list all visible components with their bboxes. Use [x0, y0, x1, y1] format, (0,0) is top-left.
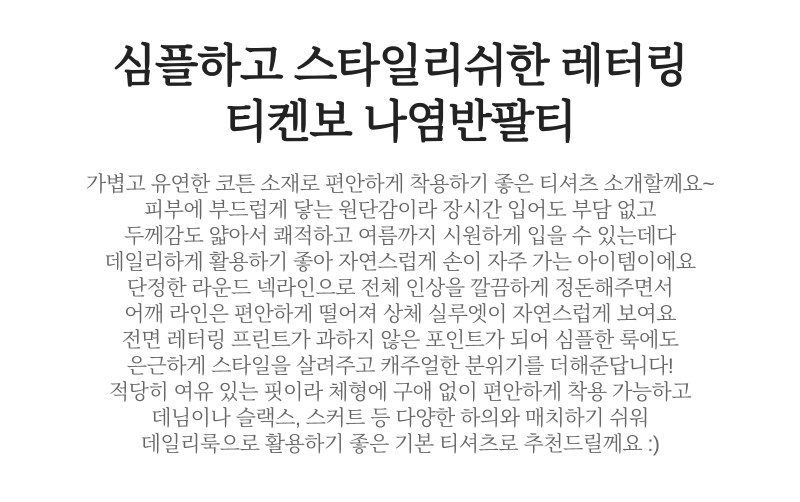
description-line-11: 데일리룩으로 활용하기 좋은 기본 티셔츠로 추천드릴께요 :) — [140, 433, 660, 456]
description-line-5: 단정한 라운드 넥라인으로 전체 인상을 깔끔하게 정돈해주면서 — [126, 277, 674, 300]
product-title — [0, 38, 800, 150]
description-line-9: 적당히 여유 있는 핏이라 체형에 구애 없이 편안하게 착용 가능하고 — [108, 381, 692, 404]
description-line-2: 피부에 부드럽게 닿는 원단감이라 장시간 입어도 부담 없고 — [143, 199, 657, 222]
description-line-1: 가볍고 유연한 코튼 소재로 편안하게 착용하기 좋은 티셔츠 소개할께요~ — [85, 173, 715, 196]
description-line-4: 데일리하게 활용하기 좋아 자연스럽게 손이 자주 가는 아이템이에요 — [104, 251, 696, 274]
product-title-line-1: 심플하고 스타일리쉬한 레터링 — [112, 40, 688, 91]
description-line-3: 두께감도 얇아서 쾌적하고 여름까지 시원하게 입을 수 있는데다 — [124, 225, 676, 248]
product-title-line-2: 티켄보 나염반팔티 — [224, 96, 576, 147]
product-description — [0, 172, 800, 458]
description-line-6: 어깨 라인은 편안하게 떨어져 상체 실루엣이 자연스럽게 보여요 — [124, 303, 676, 326]
description-line-8: 은근하게 스타일을 살려주고 캐주얼한 분위기를 더해준답니다! — [126, 355, 674, 378]
description-line-10: 데님이나 슬랙스, 스커트 등 다양한 하의와 매치하기 쉬워 — [151, 407, 649, 430]
description-line-7: 전면 레터링 프린트가 과하지 않은 포인트가 되어 심플한 룩에도 — [121, 329, 679, 352]
